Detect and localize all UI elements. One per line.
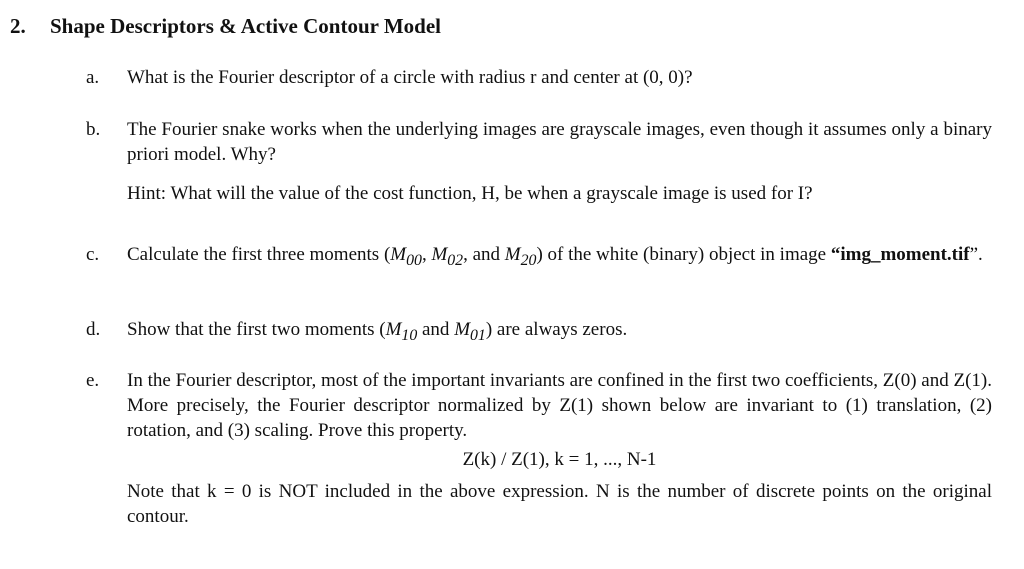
question-b-label: b.: [86, 119, 101, 140]
question-b-hint: Hint: What will the value of the cost function, H, be when a grayscale image is used for I?: [127, 183, 813, 204]
question-d: [86, 317, 992, 348]
question-a-text: What is the Fourier descriptor of a circle with radius r and center at (0, 0)?: [127, 67, 693, 88]
question-c-text: Calculate the first three moments ($M_{00}$, $M_{02}$, and $M_{20}$) of the white (binary) object in image “img_moment.tif”.: [127, 244, 983, 269]
question-d-label: d.: [86, 319, 101, 340]
question-e-formula: Z(k) / Z(1), k = 1, ..., N-1: [462, 449, 657, 470]
question-e-note: Note that k = 0 is NOT included in the above expression. N is the number of discrete points on the original contour.: [127, 481, 992, 527]
question-e-label: e.: [86, 370, 100, 391]
question-d-text: Show that the first two moments ($M_{10}$ and $M_{01}$) are always zeros.: [127, 319, 628, 344]
question-b-text: The Fourier snake works when the underlying images are grayscale images, even though it assumes only a binary priori model. Why?: [127, 119, 992, 165]
question-a: [86, 65, 992, 90]
question-a-label: a.: [86, 67, 100, 88]
question-b: [86, 117, 992, 206]
question-e-text: In the Fourier descriptor, most of the important invariants are confined in the first two coefficients, Z(0) and Z(1). More precisely, the Fourier descriptor normalized by Z(1) shown below are invariant to (1) translation, (2) rotation, and (3) scaling. Prove this property.: [127, 370, 992, 441]
question-c-label: c.: [86, 244, 100, 265]
image-filename: “img_moment.tif: [830, 244, 970, 265]
section-number: 2.: [10, 14, 26, 38]
section-title: Shape Descriptors & Active Contour Model: [50, 14, 441, 38]
question-e: [86, 368, 992, 529]
question-c: [86, 242, 992, 273]
section-heading: [10, 14, 441, 39]
